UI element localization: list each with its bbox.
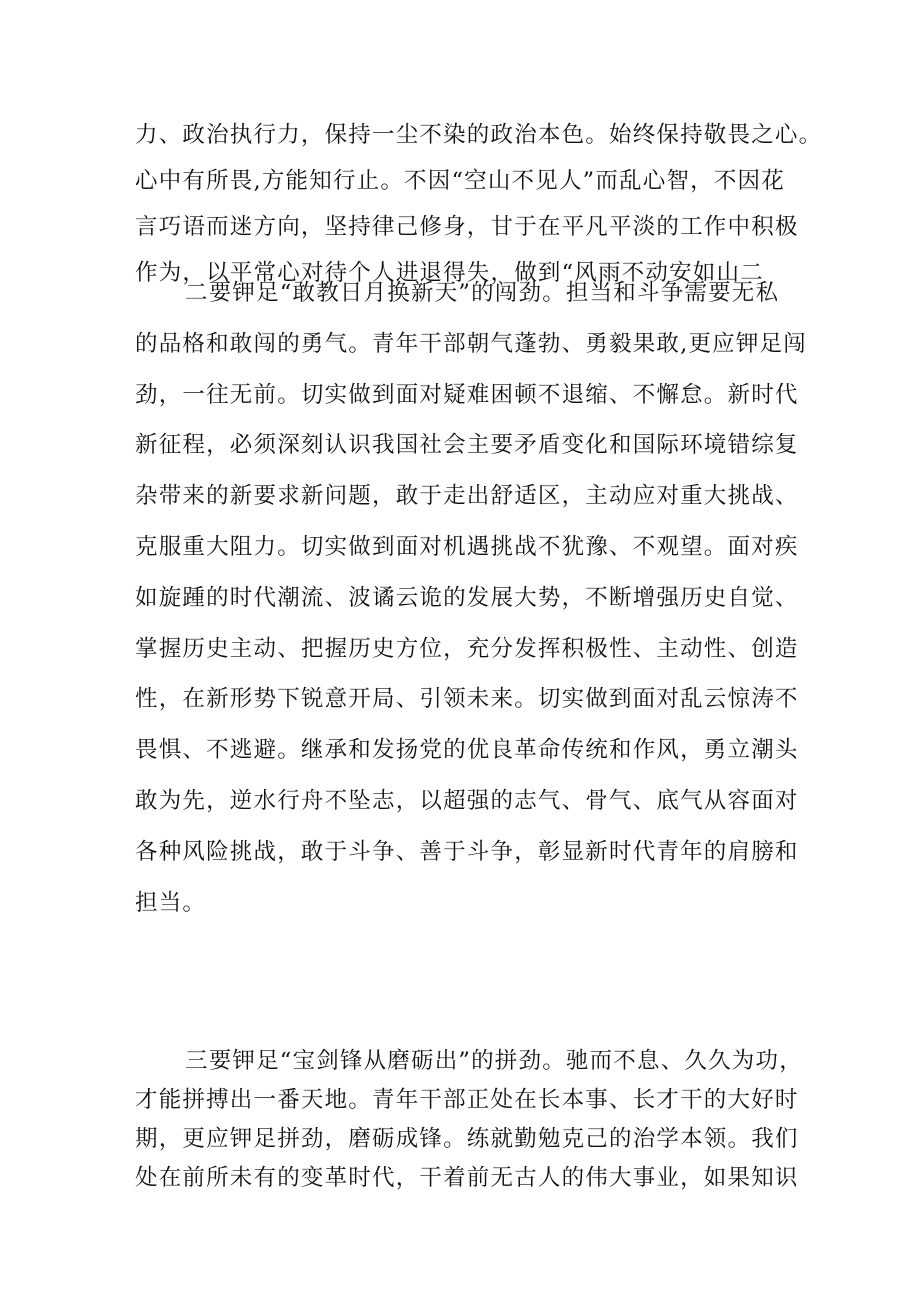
text-line: 掌握历史主动、把握历史方位，充分发挥积极性、主动性、创造 [135, 635, 799, 662]
text-line: 新征程，必须深刻认识我国社会主要矛盾变化和国际环境错综复 [135, 432, 799, 459]
text-line: 心中有所畏,方能知行止。不因“空山不见人”而乱心智，不因花 [135, 168, 785, 194]
text-line: 才能拼搏出一番天地。青年干部正处在长本事、长才干的大好时 [135, 1087, 799, 1113]
text-line: 畏惧、不逃避。继承和发扬党的优良革命传统和作风，勇立潮头 [135, 737, 799, 764]
text-line: 言巧语而迷方向，坚持律己修身，甘于在平凡平淡的工作中积极 [135, 214, 799, 240]
text-line: 力、政治执行力，保持一尘不染的政治本色。始终保持敬畏之心。 [135, 122, 823, 148]
text-line: 处在前所未有的变革时代，干着前无古人的伟大事业，如果知识 [135, 1165, 799, 1191]
text-line: 克服重大阻力。切实做到面对机遇挑战不犹豫、不观望。面对疾 [135, 533, 799, 560]
text-line: 的品格和敢闯的勇气。青年干部朝气蓬勃、勇毅果敢,更应钾足闯 [135, 330, 807, 357]
text-line: 期，更应钾足拼劲，磨砺成锋。练就勤勉克己的治学本领。我们 [135, 1126, 799, 1152]
text-line: 担当。 [135, 889, 207, 916]
text-line: 二要钾足“敢教日月换新天”的闯劲。担当和斗争需要无私 [185, 280, 780, 306]
text-line: 各种风险挑战，敢于斗争、善于斗争，彰显新时代青年的肩膀和 [135, 838, 799, 865]
text-line: 杂带来的新要求新问题，敢于走出舒适区，主动应对重大挑战、 [135, 483, 799, 510]
text-line: 劲，一往无前。切实做到面对疑难困顿不退缩、不懈怠。新时代 [135, 381, 799, 408]
paragraph-third-point [135, 1042, 803, 1198]
text-line: 性，在新形势下锐意开局、引领未来。切实做到面对乱云惊涛不 [135, 686, 799, 713]
text-line: 敢为先，逆水行舟不坠志，以超强的志气、骨气、底气从容面对 [135, 787, 799, 814]
text-line: 如旋踵的时代潮流、波谲云诡的发展大势，不断增强历史自觉、 [135, 584, 799, 611]
text-line: 三要钾足“宝剑锋从磨砺出”的拼劲。驰而不息、久久为功， [185, 1048, 803, 1074]
paragraph-second-point [135, 268, 807, 928]
text-line: 作为，以平常心对待个人进退得失，做到“风雨不动安如山二 [135, 260, 764, 286]
